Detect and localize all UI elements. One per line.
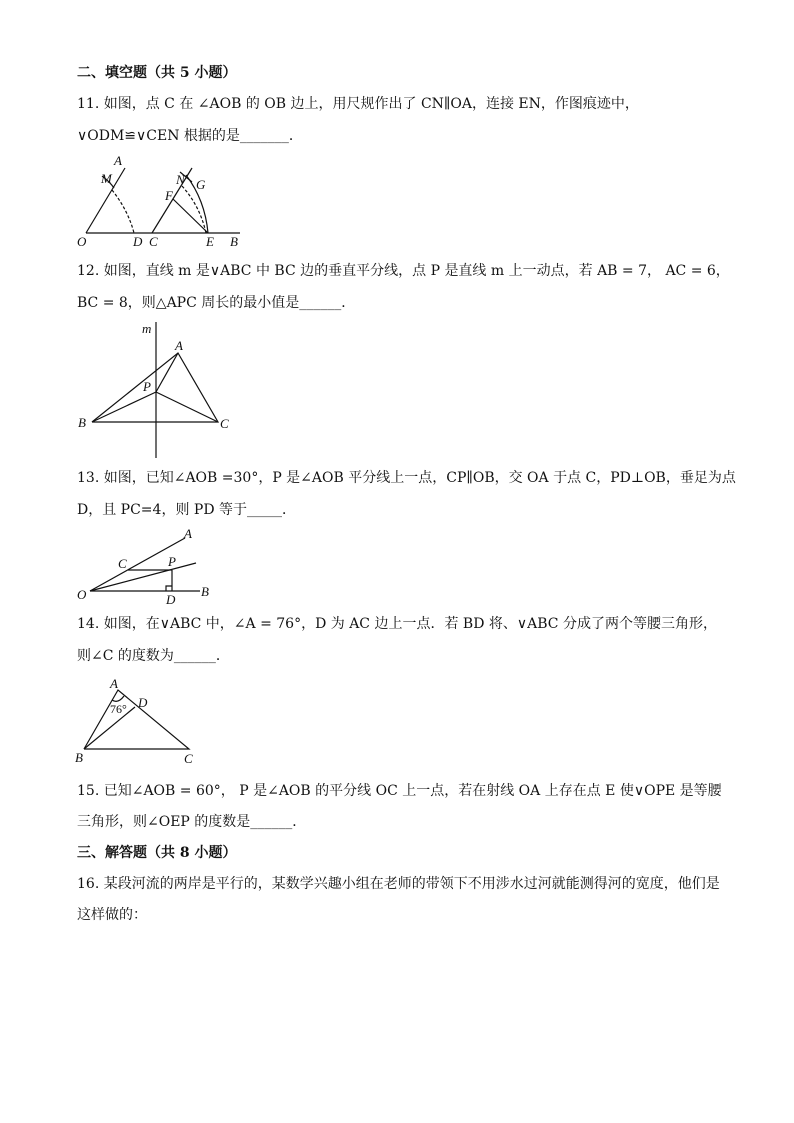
q14-label-angle: 76°: [110, 702, 127, 716]
q14-text-line1: 14. 如图，在∨ABC 中，∠A = 76°，D 为 AC 边上一点．若 BD 将、∨ABC 分成了两个等腰三角形，: [77, 616, 717, 632]
q14-label-a: A: [110, 676, 118, 691]
q16-text-line2: 这样做的：: [77, 907, 147, 923]
q14-label-b: B: [75, 750, 83, 765]
q11-label-e: E: [206, 234, 214, 249]
q12-label-p: P: [143, 379, 151, 394]
q13-label-b: B: [201, 584, 209, 599]
section-2-title: 二、填空题（共 5 小题）: [77, 65, 237, 81]
q11-label-o: O: [77, 234, 87, 249]
q16-text-line1: 16. 某段河流的两岸是平行的，某数学兴趣小组在老师的带领下不用涉水过河就能测得河的宽度，他们是: [77, 876, 720, 892]
q11-label-n: N: [176, 172, 185, 187]
q13-label-a: A: [184, 526, 192, 541]
q12-text-line1: 12. 如图，直线 m 是∨ABC 中 BC 边的垂直平分线，点 P 是直线 m 上一动点，若 AB = 7， AC = 6，: [77, 263, 730, 279]
q12-label-b: B: [78, 415, 86, 430]
q12-label-m: m: [142, 321, 152, 336]
q13-label-p: P: [168, 554, 176, 569]
q11-label-f: F: [165, 188, 173, 203]
q12-label-c: C: [220, 416, 229, 431]
q15-text-line2: 三角形，则∠OEP 的度数是______．: [77, 814, 307, 830]
q13-text-line2: D，且 PC=4，则 PD 等于_____．: [77, 502, 296, 518]
q13-label-o: O: [77, 587, 87, 602]
q13-label-d: D: [166, 592, 176, 607]
q13-text-line1: 13. 如图，已知∠AOB =30°，P 是∠AOB 平分线上一点，CP∥OB，交 OA 于点 C，PD⊥OB，垂足为点: [77, 470, 736, 486]
section-3-title: 三、解答题（共 8 小题）: [77, 845, 237, 861]
q11-label-d: D: [133, 234, 143, 249]
q12-label-a: A: [175, 338, 183, 353]
q11-label-g: G: [196, 177, 206, 192]
q14-triangle-abc: [84, 690, 189, 749]
q11-label-c: C: [149, 234, 158, 249]
q14-label-d: D: [138, 695, 148, 710]
q11-label-b: B: [230, 234, 238, 249]
q11-text-line2: ∨ODM≌∨CEN 根据的是_______．: [77, 128, 303, 144]
q14-text-line2: 则∠C 的度数为______．: [77, 648, 230, 664]
q13-label-c: C: [118, 556, 127, 571]
q11-text-line1: 11. 如图，点 C 在 ∠AOB 的 OB 边上，用尺规作出了 CN∥OA，连接 EN，作图痕迹中，: [77, 96, 639, 112]
q11-label-a: A: [114, 153, 122, 168]
q12-text-line2: BC = 8，则△APC 周长的最小值是______．: [77, 295, 356, 311]
q11-label-m: M: [101, 171, 112, 186]
q15-text-line1: 15. 已知∠AOB = 60°， P 是∠AOB 的平分线 OC 上一点，若在射线 OA 上存在点 E 使∨OPE 是等腰: [77, 783, 722, 799]
q14-label-c: C: [184, 751, 193, 766]
